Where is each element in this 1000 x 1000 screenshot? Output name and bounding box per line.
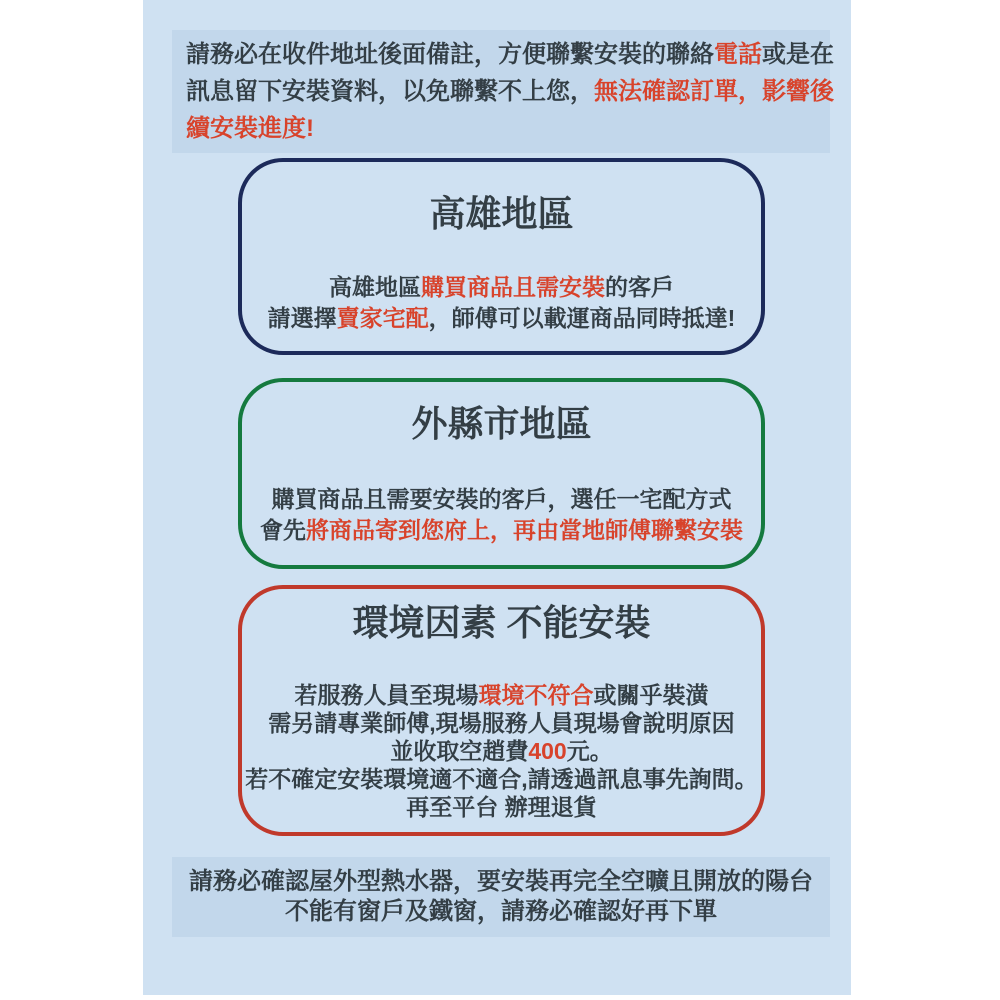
text-line xyxy=(172,897,830,927)
kaohsiung-box xyxy=(238,158,765,355)
environment-box-title: 環境因素 不能安裝 xyxy=(352,602,651,643)
environment-box-body xyxy=(242,681,761,821)
other-counties-box-body xyxy=(242,484,761,546)
kaohsiung-box-title: 高雄地區 xyxy=(429,193,574,234)
highlight-text: 電話 xyxy=(714,41,762,68)
text-line xyxy=(242,484,761,515)
highlight-text: 400 xyxy=(528,738,567,764)
text-line xyxy=(242,793,761,821)
text-segment: 會先 xyxy=(260,517,306,543)
text-segment: ，師傅可以載運商品同時抵達! xyxy=(428,305,736,331)
environment-box xyxy=(238,585,765,836)
text-line xyxy=(186,110,816,147)
text-line xyxy=(186,36,834,73)
text-segment: 請選擇 xyxy=(267,305,337,331)
text-line xyxy=(242,737,761,765)
highlight-text: 無法確認訂單，影響後 xyxy=(594,78,834,105)
text-line xyxy=(186,73,834,110)
text-line xyxy=(242,709,761,737)
text-segment: 需另請專業師傅,現場服務人員現場會說明原因 xyxy=(268,710,735,736)
text-segment: 請務必在收件地址後面備註，方便聯繫安裝的聯絡 xyxy=(186,41,714,68)
text-segment: 元。 xyxy=(566,738,613,764)
text-segment: 並收取空趙費 xyxy=(390,738,529,764)
text-segment: 高雄地區 xyxy=(329,274,421,300)
highlight-text: 賣家宅配 xyxy=(336,305,429,331)
text-segment: 的客戶 xyxy=(605,274,674,300)
text-segment: 或是在 xyxy=(762,41,834,68)
text-line xyxy=(242,272,761,303)
text-segment: 請務必確認屋外型熱水器，要安裝再完全空曠且開放的陽台 xyxy=(189,868,813,895)
highlight-text: 環境不符合 xyxy=(478,682,594,708)
text-line xyxy=(242,303,761,334)
bottom-notice xyxy=(172,857,830,937)
text-segment: 若服務人員至現場 xyxy=(294,682,479,708)
highlight-text: 續安裝進度! xyxy=(186,115,314,142)
text-line xyxy=(242,681,761,709)
other-counties-box-title: 外縣市地區 xyxy=(411,403,592,444)
other-counties-box xyxy=(238,378,765,569)
text-segment: 或關乎裝潢 xyxy=(593,682,709,708)
text-segment: 若不確定安裝環境適不適合,請透過訊息事先詢問。 xyxy=(245,766,758,792)
text-line xyxy=(172,867,830,897)
highlight-text: 將商品寄到您府上，再由當地師傅聯繫安裝 xyxy=(306,517,743,543)
text-segment: 不能有窗戶及鐵窗，請務必確認好再下單 xyxy=(285,898,717,925)
text-segment: 訊息留下安裝資料，以免聯繫不上您， xyxy=(186,78,594,105)
kaohsiung-box-body xyxy=(242,272,761,334)
highlight-text: 購買商品且需安裝 xyxy=(421,274,605,300)
text-line xyxy=(242,765,761,793)
text-segment: 再至平台 辦理退貨 xyxy=(406,794,597,820)
text-line xyxy=(242,515,761,546)
text-segment: 購買商品且需要安裝的客戶，選任一宅配方式 xyxy=(271,486,732,512)
blue-panel xyxy=(143,0,851,995)
top-notice xyxy=(172,30,834,153)
